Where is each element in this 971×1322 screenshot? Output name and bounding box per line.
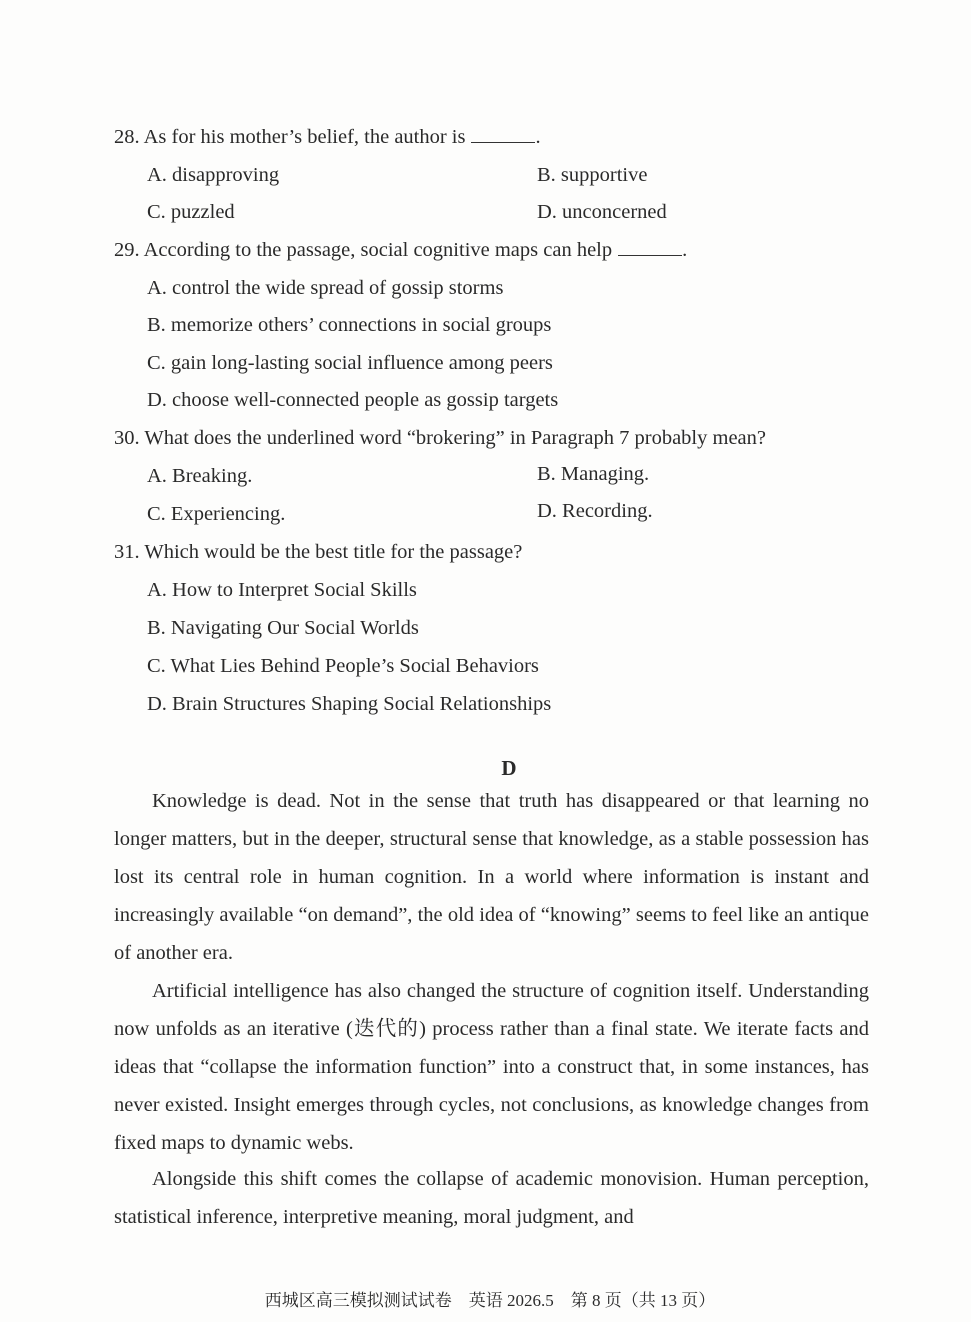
q28-option-c: C. puzzled — [147, 201, 235, 223]
q28-option-a: A. disapproving — [147, 164, 280, 186]
q30-option-c: C. Experiencing. — [147, 503, 286, 525]
question-28: 28. As for his mother’s belief, the author is . — [114, 126, 541, 148]
q29-option-a: A. control the wide spread of gossip storms — [147, 277, 504, 299]
question-28-stem: 28. As for his mother’s belief, the author is — [114, 126, 466, 148]
answer-blank-28 — [471, 126, 535, 143]
question-29-stem: 29. According to the passage, social cognitive maps can help — [114, 239, 613, 261]
q30-option-d: D. Recording. — [537, 500, 653, 522]
q30-option-b: B. Managing. — [537, 463, 650, 485]
question-31-stem: 31. Which would be the best title for the passage? — [114, 541, 523, 563]
q31-option-d: D. Brain Structures Shaping Social Relationships — [147, 693, 552, 715]
q31-option-a: A. How to Interpret Social Skills — [147, 579, 417, 601]
question-30 — [114, 425, 766, 451]
q29-option-b: B. memorize others’ connections in social groups — [147, 314, 552, 336]
q31-option-b: B. Navigating Our Social Worlds — [147, 617, 419, 639]
page-footer: 西城区高三模拟测试试卷 英语 2026.5 第 8 页（共 13 页） — [264, 1291, 716, 1310]
passage-paragraph-2: Artificial intelligence has also changed the structure of cognition itself. Understanding now unfolds as an iterative (迭代的) process rather than a final state. We iterate facts and ideas that “collapse the information function” into a construct that, in some instances, has never existed. Insight emerges through cycles, not conclusions, as knowledge changes from fixed maps to dynamic webs. — [114, 980, 869, 1154]
passage-paragraph-1: Knowledge is dead. Not in the sense that truth has disappeared or that learning no longer matters, but in the deeper, structural sense that knowledge, as a stable possession has lost its central role in human cognition. In a world where information is instant and increasingly available “on demand”, the old idea of “knowing” seems to feel like an antique of another era. — [114, 790, 869, 964]
section-heading: D — [501, 756, 517, 780]
q30-option-a: A. Breaking. — [147, 465, 253, 487]
passage-paragraph-3: Alongside this shift comes the collapse of academic monovision. Human perception, statistical inference, interpretive meaning, moral judgment, and — [114, 1168, 869, 1228]
question-29: 29. According to the passage, social cognitive maps can help . — [114, 239, 688, 261]
q28-option-d: D. unconcerned — [537, 201, 667, 223]
q28-option-b: B. supportive — [537, 164, 648, 186]
answer-blank-29 — [618, 239, 682, 256]
question-30-stem: 30. What does the underlined word “brokering” in Paragraph 7 probably mean? — [114, 427, 766, 449]
question-31 — [114, 539, 522, 565]
q29-option-d: D. choose well-connected people as gossip targets — [147, 389, 559, 411]
q31-option-c: C. What Lies Behind People’s Social Behaviors — [147, 655, 539, 677]
q29-option-c: C. gain long-lasting social influence among peers — [147, 352, 553, 374]
